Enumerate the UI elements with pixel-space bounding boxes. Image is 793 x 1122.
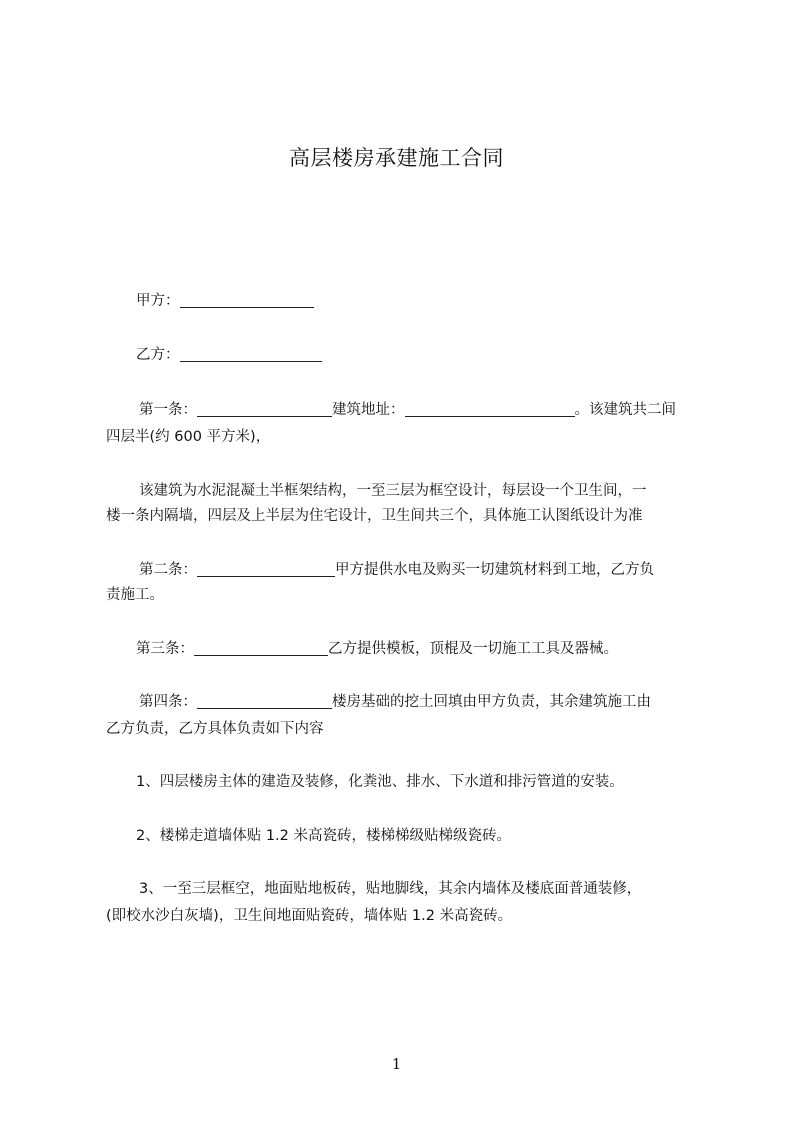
clause-1-line-1: [139, 397, 739, 424]
party-a-line: [136, 288, 736, 315]
clause-4-label: 第四条：: [139, 694, 197, 710]
item-1: 1、四层楼房主体的建造及装修，化粪池、排水、下水道和排污管道的安装。: [136, 774, 624, 790]
structure-line-2: 楼一条内隔墙，四层及上半层为住宅设计，卫生间共三个，具体施工认图纸设计为准: [106, 508, 643, 524]
clause-4-line-2: 乙方负责，乙方具体负责如下内容: [106, 721, 324, 737]
clause-3-text: 乙方提供模板，顶棍及一切施工工具及器械。: [328, 641, 618, 657]
party-b-line: [136, 342, 736, 369]
page-number: 1: [391, 1055, 402, 1073]
clause-2-text: 甲方提供水电及购买一切建筑材料到工地，乙方负: [335, 562, 654, 578]
clause-1-blank[interactable]: [197, 400, 332, 417]
address-label: 建筑地址：: [332, 402, 405, 418]
clause-3-line: [136, 636, 736, 663]
item-3-line-1: 3、一至三层框空，地面贴地板砖，贴地脚线，其余内墙体及楼底面普通装修，: [139, 881, 642, 897]
clause-2-line-2: 责施工。: [106, 587, 164, 603]
party-b-blank[interactable]: [180, 345, 322, 362]
clause-4-line-1: [139, 689, 739, 716]
clause-1-label: 第一条：: [139, 402, 197, 418]
item-3-line-2: (即校水沙白灰墙)，卫生间地面贴瓷砖，墙体贴 1.2 米高瓷砖。: [106, 908, 513, 924]
clause-1-tail: 。该建筑共二间: [574, 402, 676, 418]
clause-4-text: 楼房基础的挖土回填由甲方负责，其余建筑施工由: [332, 694, 651, 710]
clause-1-line-2: 四层半(约 600 平方米)，: [106, 429, 271, 445]
party-a-blank[interactable]: [180, 291, 314, 308]
clause-3-blank[interactable]: [194, 639, 328, 656]
clause-4-blank[interactable]: [197, 692, 332, 709]
item-2: 2、楼梯走道墙体贴 1.2 米高瓷砖，楼梯梯级贴梯级瓷砖。: [136, 828, 512, 844]
address-blank[interactable]: [405, 400, 575, 417]
clause-2-line-1: [139, 557, 739, 584]
clause-3-label: 第三条：: [136, 641, 194, 657]
party-b-label: 乙方：: [136, 347, 180, 363]
clause-2-blank[interactable]: [197, 560, 335, 577]
party-a-label: 甲方：: [136, 293, 180, 309]
clause-2-label: 第二条：: [139, 562, 197, 578]
structure-line-1: 该建筑为水泥混凝土半框架结构，一至三层为框空设计，每层设一个卫生间，一: [139, 483, 647, 499]
contract-title: 高层楼房承建施工合同: [289, 146, 504, 170]
